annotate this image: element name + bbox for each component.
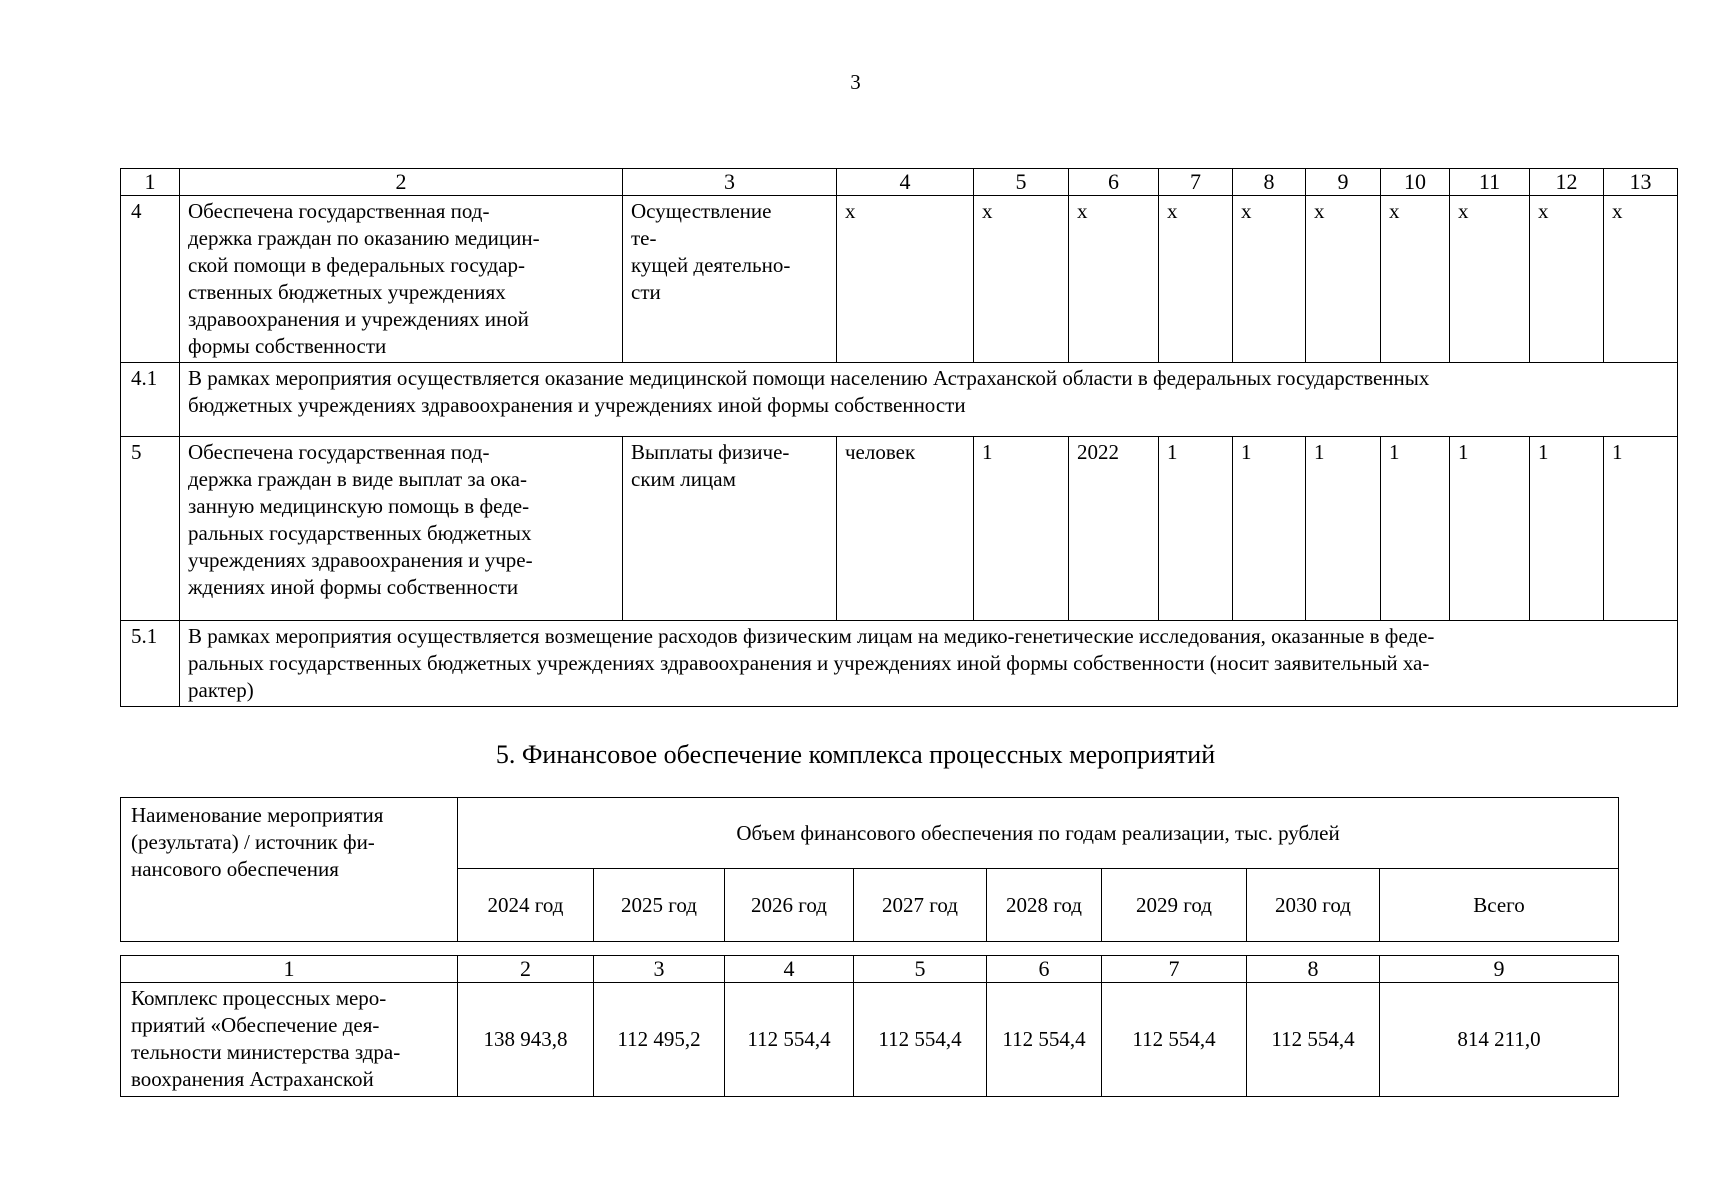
amount-cell: 112 554,4 [1247,983,1380,1097]
unit: человек [837,437,974,621]
column-number: 9 [1380,956,1619,983]
indicators-table [120,168,1678,707]
result-name: Обеспечена государственная под- держка граждан в виде выплат за ока- занную медицинскую помощь в феде- ральных государственных бюджетных учреждениях здравоохранения и учре- ждениях иной формы собственности [180,437,623,621]
complex-name: Комплекс процессных меро- приятий «Обеспечение дея- тельности министерства здра- воохранения Астраханской [121,983,458,1097]
cell-value: х [1069,196,1159,363]
column-number: 3 [594,956,725,983]
cell-value: 1 [1306,437,1381,621]
column-number: 13 [1604,169,1678,196]
table-row [121,437,1678,621]
table-row [121,621,1678,707]
table-row [121,363,1678,437]
page-number: 3 [850,70,861,94]
year-header: 2024 год [458,869,594,942]
column-number: 4 [837,169,974,196]
column-number: 1 [121,956,458,983]
amount-cell: 112 554,4 [1102,983,1247,1097]
amount-cell: 112 554,4 [854,983,987,1097]
year-header: 2025 год [594,869,725,942]
cell-value: х [1604,196,1678,363]
table-header-row [121,169,1678,196]
cell-value: 1 [1159,437,1233,621]
cell-value: 1 [1530,437,1604,621]
table-header-row [121,956,1619,983]
financing-data-table [120,955,1619,1097]
volume-header: Объем финансового обеспечения по годам реализации, тыс. рублей [458,798,1619,869]
amount-cell: 112 554,4 [725,983,854,1097]
cell-value: 1 [1604,437,1678,621]
column-number: 1 [121,169,180,196]
row-number: 4 [121,196,180,363]
cell-value: х [1450,196,1530,363]
total-header: Всего [1380,869,1619,942]
cell-value: х [1530,196,1604,363]
amount-cell: 112 554,4 [987,983,1102,1097]
section-title: 5. Финансовое обеспечение комплекса процессных мероприятий [495,740,1216,769]
amount-cell: 112 495,2 [594,983,725,1097]
table-header-row [121,798,1619,869]
cell-value: х [1159,196,1233,363]
cell-value: 1 [1450,437,1530,621]
column-number: 8 [1247,956,1380,983]
column-number: 7 [1159,169,1233,196]
column-number: 12 [1530,169,1604,196]
cell-value: х [1381,196,1450,363]
column-number: 4 [725,956,854,983]
cell-value: 1 [1233,437,1306,621]
cell-value: 1 [974,437,1069,621]
column-number: 2 [180,169,623,196]
column-number: 5 [974,169,1069,196]
measure-description: В рамках мероприятия осуществляется оказание медицинской помощи населению Астраханской области в федеральных государственных бюджетных учреждениях здравоохранения и учреждениях иной формы собственности [180,363,1678,437]
year-header: 2029 год [1102,869,1247,942]
column-number: 2 [458,956,594,983]
cell-value: х [837,196,974,363]
year-header: 2028 год [987,869,1102,942]
row-number: 4.1 [121,363,180,437]
year-header: 2027 год [854,869,987,942]
total-cell: 814 211,0 [1380,983,1619,1097]
year-header: 2030 год [1247,869,1380,942]
measure-description: В рамках мероприятия осуществляется возмещение расходов физическим лицам на медико-генетические исследования, оказанные в феде- ральных государственных бюджетных учреждениях здравоохранения и учреждениях иной формы собственности (носит заявительный ха- рактер) [180,621,1678,707]
column-number: 7 [1102,956,1247,983]
cell-value: 1 [1381,437,1450,621]
financing-header-table [120,797,1619,942]
row-number: 5.1 [121,621,180,707]
year-header: 2026 год [725,869,854,942]
result-type: Осуществление те- кущей деятельно- сти [623,196,837,363]
name-header: Наименование мероприятия (результата) / источник фи- нансового обеспечения [121,798,458,942]
column-number: 6 [1069,169,1159,196]
column-number: 6 [987,956,1102,983]
cell-value: х [1306,196,1381,363]
column-number: 5 [854,956,987,983]
column-number: 3 [623,169,837,196]
table-row [121,983,1619,1097]
column-number: 9 [1306,169,1381,196]
table-row [121,196,1678,363]
column-number: 8 [1233,169,1306,196]
result-name: Обеспечена государственная под- держка граждан по оказанию медицин- ской помощи в федеральных государ- ственных бюджетных учреждениях здравоохранения и учреждениях иной формы собственности [180,196,623,363]
cell-value: 2022 [1069,437,1159,621]
row-number: 5 [121,437,180,621]
cell-value: х [974,196,1069,363]
column-number: 10 [1381,169,1450,196]
column-number: 11 [1450,169,1530,196]
cell-value: х [1233,196,1306,363]
amount-cell: 138 943,8 [458,983,594,1097]
result-type: Выплаты физиче- ским лицам [623,437,837,621]
